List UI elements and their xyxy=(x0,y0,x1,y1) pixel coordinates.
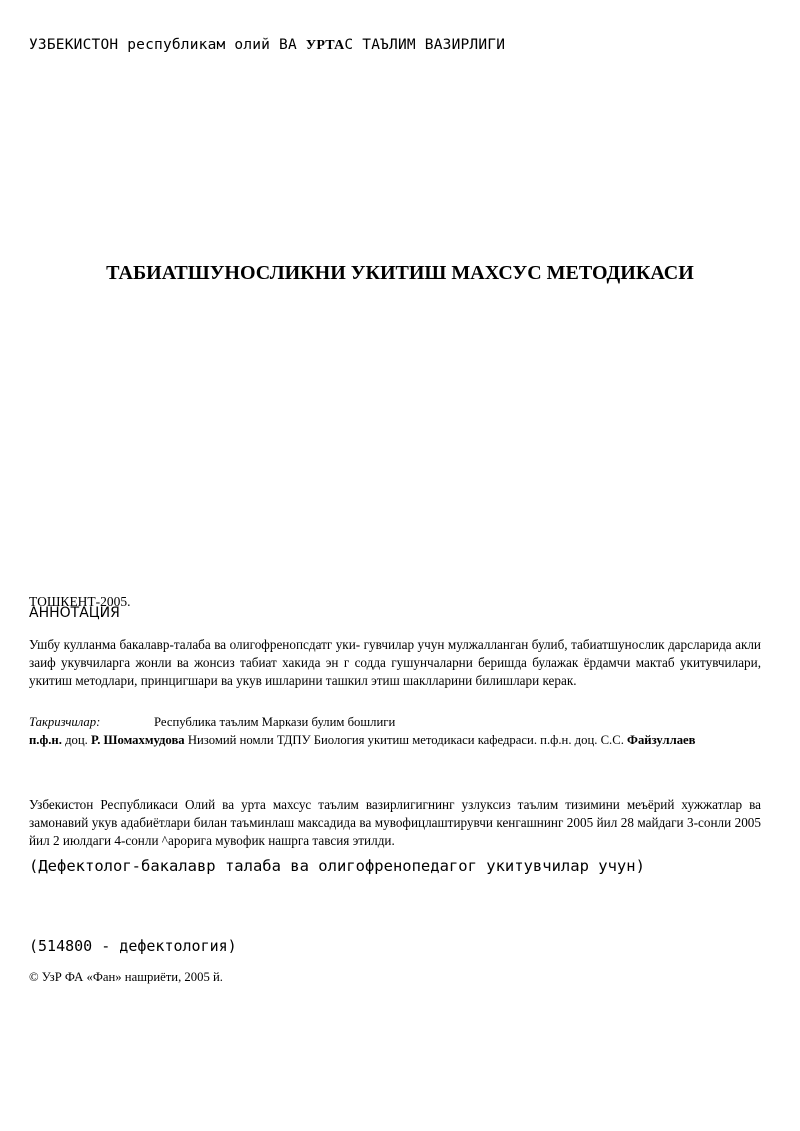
approval-statement: Узбекистон Республикаси Олий ва урта махсус таълим вазирлигигнинг узлуксиз таълим тизимини меъёрий хужжатлар ва замонавий укув адабиётлари билан таъминлаш максадида ва мувофицлаштирувчи кенгашнинг 2005 йил 28 майдаги 3-сонли 2005 йил 2 июлдаги 4-сонли ^арорига мувофик нашрга тавсия этилди. xyxy=(29,797,761,848)
reviewer-name-2: Файзуллаев xyxy=(627,733,696,747)
reviewer-degree: п.ф.н. xyxy=(29,733,62,747)
reviewers-label-text: Такризчилар: xyxy=(29,715,101,729)
reviewers-label xyxy=(29,715,100,730)
ministry-header-part3: С ТАЪЛИМ ВАЗИРЛИГИ xyxy=(344,37,506,53)
ministry-header xyxy=(29,37,505,54)
ministry-header-part1: УЗБЕКИСТОН республикам олий ВА xyxy=(29,37,297,53)
reviewer-name-1: Р. Шомахмудова xyxy=(91,733,185,747)
reviewer-line-2 xyxy=(29,733,696,748)
city-year: ТОШКЕНТ-2005. xyxy=(29,594,131,609)
copyright-line: © УзР ФА «Фан» нашриёти, 2005 й. xyxy=(29,970,223,984)
ministry-header-part2: УРТА xyxy=(305,38,345,53)
document-title: ТАБИАТШУНОСЛИКНИ УКИТИШ МАХСУС МЕТОДИКАСИ xyxy=(106,262,694,284)
specialty-code: (514800 - дефектология) xyxy=(29,937,237,955)
annotation-heading: АННОТАЦИЯ xyxy=(29,605,120,621)
reviewer-line-1: Республика таълим Маркази булим бошлиги xyxy=(154,715,396,729)
annotation-body: Ушбу кулланма бакалавр-талаба ва олигофренопсдатг уки- гувчилар учун мулжалланган булиб, табиатшунослик дарсларида акли заиф укувчиларга жонли ва жонсиз табиат хакида эн г содда гушунчаларни беришда булажак ёрдамчи мактаб укитувчилари, укитиш методлари, принцигшари ва укув ишларини ташкил этиш шаклларини билишлари керак. xyxy=(29,637,761,688)
reviewer-affiliation: Низомий номли ТДПУ Биология укитиш методикаси кафедраси. п.ф.н. доц. С.С. xyxy=(184,733,628,747)
reviewer-title: доц. xyxy=(61,733,92,747)
audience-note: (Дефектолог-бакалавр талаба ва олигофренопедагог укитувчилар учун) xyxy=(29,857,645,875)
